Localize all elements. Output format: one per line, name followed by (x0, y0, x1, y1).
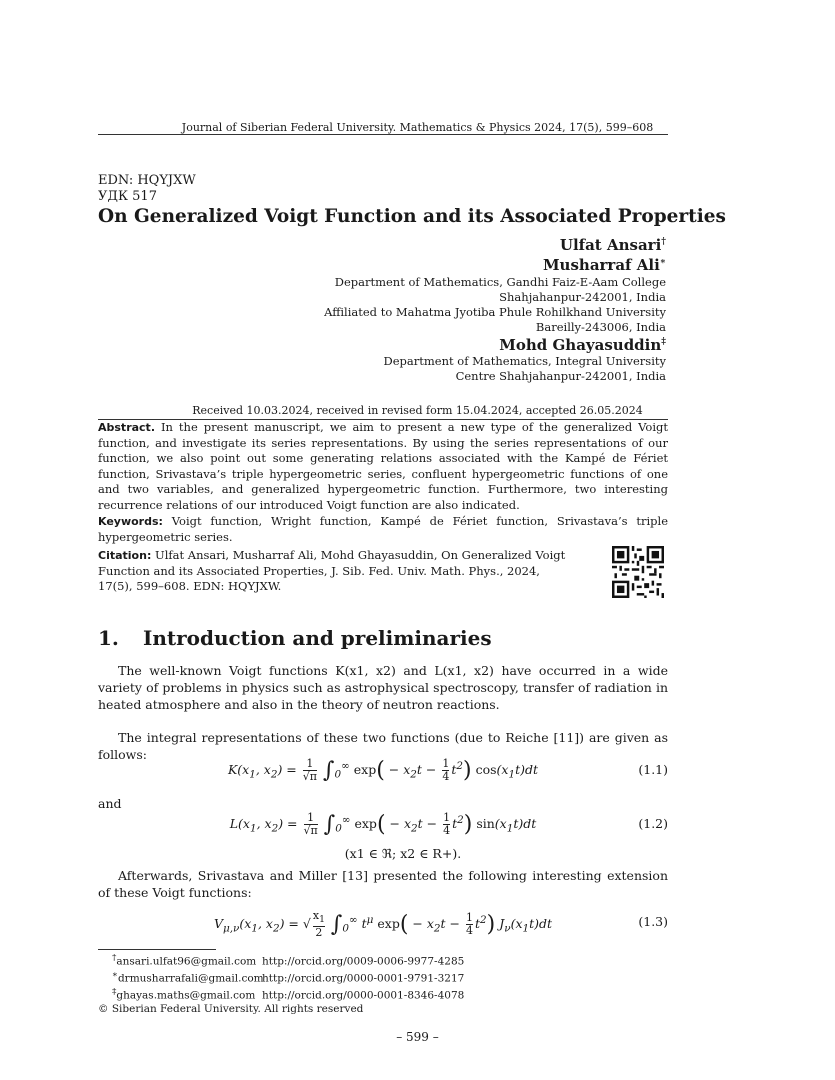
edn-code: EDN: HQYJXW (98, 173, 196, 188)
author-mark: † (661, 237, 666, 247)
equation-label: (1.3) (638, 914, 668, 929)
footnotes (98, 952, 464, 1017)
equation-1-2: $L(x_1$, $x_2$) = $\frac{1}{√\pi}$ $\int_0^\infty$ $\exp( - x_2t$ − $\frac{1}{4}$ $t^2$) $\sin(x_1t)dt$ (1.2) (229, 811, 668, 837)
footnote-mark: ‡ (112, 987, 117, 997)
author-name: Mohd Ghayasuddin (499, 336, 662, 354)
author-1 (560, 236, 666, 254)
footnote (98, 952, 464, 969)
footnote-email: ansari.ulfat96@gmail.com (116, 955, 257, 968)
abstract (98, 420, 668, 513)
footnote-email: ghayas.maths@gmail.com (116, 989, 256, 1002)
paragraph-intro: The well-known Voigt functions K(x1, x2) and L(x1, x2) have occurred in a wide variety of problems in physics such as astrophysical spectroscopy, transfer of radiation in heated atmosphere and also in the theory of neutron reactions. (98, 663, 668, 712)
paper-title: On Generalized Voigt Function and its Associated Properties (98, 206, 726, 227)
keywords-label: Keywords: (98, 515, 163, 528)
domain-condition: (x1 ∈ ℜ; x2 ∈ R+). (344, 846, 462, 861)
author-mark: ‡ (661, 337, 666, 347)
footnote (98, 986, 464, 1003)
udk-code: УДК 517 (98, 189, 157, 204)
affiliation-line: Shahjahanpur-242001, India (499, 290, 666, 304)
author-name: Musharraf Ali (542, 256, 660, 274)
section-title: Introduction and preliminaries (142, 626, 492, 650)
affiliation-line: Department of Mathematics, Gandhi Faiz-E-Aam College (334, 275, 666, 289)
affiliation-line: Affiliated to Mahatma Jyotiba Phule Rohilkhand University (324, 305, 666, 319)
footnote (98, 969, 464, 986)
footnote-mark: † (112, 953, 117, 963)
footnote-email: drmusharrafali@gmail.com (117, 972, 264, 985)
affiliation-2 (384, 354, 666, 384)
section-heading (98, 626, 492, 650)
header-rule (98, 134, 668, 135)
footnote-orcid: http://orcid.org/0009-0006-9977-4285 (262, 955, 465, 968)
copyright: © Siberian Federal University. All rights reserved (98, 1003, 364, 1015)
affiliation-line: Centre Shahjahanpur-242001, India (455, 369, 666, 383)
affiliation-line: Bareilly-243006, India (535, 320, 666, 334)
abstract-label: Abstract. (98, 421, 155, 434)
author-2 (543, 256, 666, 274)
equation-label: (1.2) (638, 816, 668, 831)
keywords (98, 514, 668, 545)
citation-text: Ulfat Ansari, Musharraf Ali, Mohd Ghayasuddin, On Generalized Voigt Function and its Associated Properties, J. Sib. Fed. Univ. Math. Phys., 2024, 17(5), 599–608. EDN: HQYJXW. (98, 548, 566, 593)
qr-code (612, 546, 664, 598)
page-number: – 599 – (396, 1030, 439, 1044)
equation-1-3: $V_{\mu,\nu}(x_1$, $x_2$) = √ $\frac{x_1}{2}$ $\int_0^\infty$ $t^\mu$ $\exp( - x_2t$ − $\frac{1}{4}$ $t^2$) $J_\nu(x_1t)dt$ (1.3) (213, 909, 668, 940)
paragraph-extension: Afterwards, Srivastava and Miller [13] presented the following interesting extension of these Voigt functions: (98, 868, 668, 900)
footnote-orcid: http://orcid.org/0000-0001-9791-3217 (262, 972, 465, 985)
identifiers (98, 173, 196, 205)
affiliation-line: Department of Mathematics, Integral University (383, 354, 666, 368)
section-number: 1. (98, 626, 119, 650)
keywords-text: Voigt function, Wright function, Kampé de Fériet function, Srivastava’s triple hypergeometric series. (98, 514, 668, 544)
paragraph-integral: The integral representations of these two functions (due to Reiche [11]) are given as follows: (98, 730, 668, 762)
footnote-rule (98, 949, 216, 950)
equation-1-1: $K(x_1$, $x_2$) = $\frac{1}{√\pi}$ $\int_0^\infty$ $\exp( - x_2t$ − $\frac{1}{4}$ $t^2$) $\cos(x_1t)dt$ (1.1) (227, 757, 668, 783)
abstract-text: In the present manuscript, we aim to present a new type of the generalized Voigt function, and investigate its series representations. By using the series representations of our function, we also point out some generating relations associated with the Kampé de Fériet function, Srivastava’s triple hypergeometric series, confluent hypergeometric functions of one and two variables, and generalized hypergeometric function. Furthermore, two interesting recurrence relations of our introduced Voigt function are also indicated. (98, 420, 669, 512)
author-3 (499, 336, 666, 354)
author-mark: ∗ (659, 257, 666, 267)
citation-label: Citation: (98, 549, 152, 562)
footnote-orcid: http://orcid.org/0000-0001-8346-4078 (262, 989, 465, 1002)
footnote-mark: ∗ (112, 970, 118, 980)
running-header: Journal of Siberian Federal University. Mathematics & Physics 2024, 17(5), 599–608 (181, 121, 654, 134)
equation-label: (1.1) (638, 762, 668, 777)
affiliation-1 (324, 275, 666, 335)
connector-and: and (98, 796, 122, 811)
received-dates: Received 10.03.2024, received in revised form 15.04.2024, accepted 26.05.2024 (192, 404, 643, 417)
author-name: Ulfat Ansari (559, 236, 662, 254)
citation (98, 548, 566, 595)
